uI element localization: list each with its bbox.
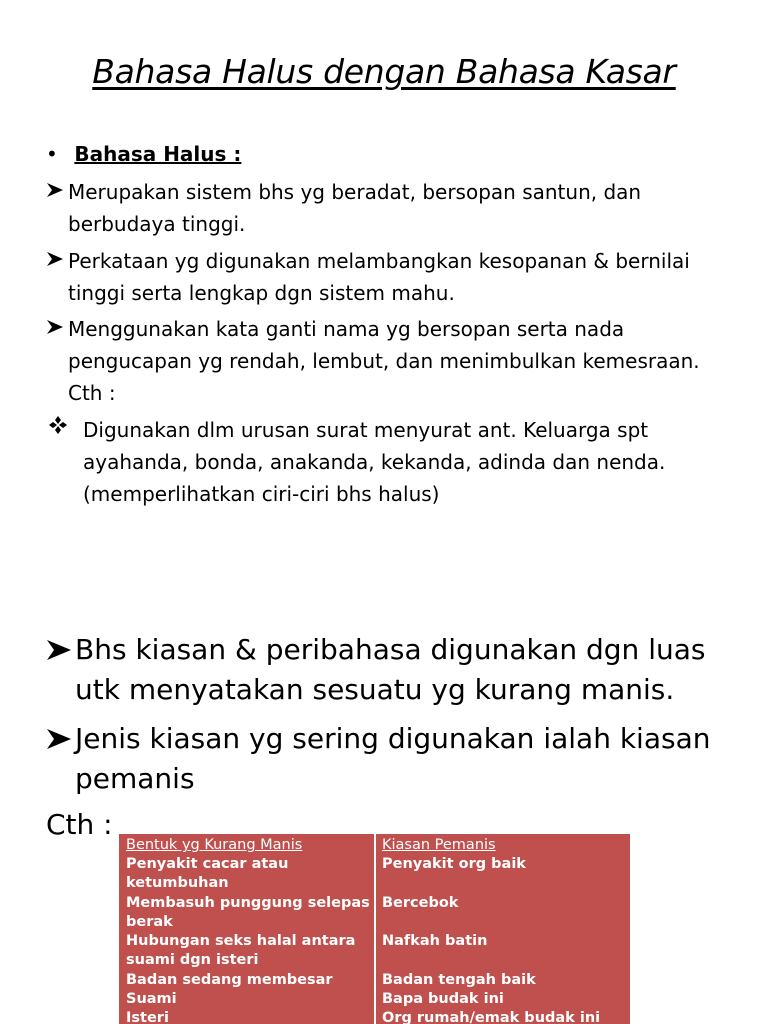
- table-header: Kiasan Pemanis: [382, 837, 496, 853]
- table-cell: Bercebok: [382, 895, 459, 911]
- table-cell: Penyakit org baik: [382, 856, 526, 872]
- page-title: Bahasa Halus dengan Bahasa Kasar: [92, 52, 676, 91]
- table-cell: Isteri: [126, 1010, 169, 1024]
- table-cell: Badan sedang membesar: [126, 972, 333, 988]
- table-cell: Hubungan seks halal antara suami dgn isteri: [126, 933, 356, 969]
- table-cell: Suami: [126, 991, 177, 1007]
- four-diamond-bullet-icon: [48, 414, 70, 446]
- table-cell: Bapa budak ini: [382, 991, 504, 1007]
- large-list-item-text: Jenis kiasan yg sering digunakan ialah kiasan pemanis: [75, 722, 711, 795]
- comparison-table: [119, 834, 630, 1024]
- list-item-text: Merupakan sistem bhs yg beradat, bersopan santun, dan berbudaya tinggi.: [68, 180, 642, 236]
- table-cell: Penyakit cacar atau ketumbuhan: [126, 856, 289, 892]
- section-heading: [46, 142, 241, 166]
- table-cell: Org rumah/emak budak ini: [382, 1010, 601, 1024]
- list-item: [46, 313, 726, 409]
- table-cell: Nafkah batin: [382, 933, 488, 949]
- large-list-item: [46, 719, 726, 799]
- table-cell: Badan tengah baik: [382, 972, 536, 988]
- list-item-text: Menggunakan kata ganti nama yg bersopan serta nada pengucapan yg rendah, lembut, dan menimbulkan kemesraan. Cth :: [68, 317, 700, 405]
- large-list-item: [46, 630, 726, 710]
- list-item: [46, 245, 726, 309]
- arrow-bullet-icon: [46, 245, 68, 277]
- large-list-item-text: Bhs kiasan & peribahasa digunakan dgn luas utk menyatakan sesuatu yg kurang manis.: [75, 633, 706, 706]
- arrow-bullet-icon: [46, 313, 68, 345]
- table-cell: Membasuh punggung selepas berak: [126, 895, 370, 931]
- sub-list-item-text: Digunakan dlm urusan surat menyurat ant. Keluarga spt ayahanda, bonda, anakanda, kekanda, adinda dan nenda. (memperlihatkan ciri-ciri bhs halus): [83, 418, 666, 506]
- table-divider: [374, 834, 376, 1024]
- arrow-bullet-icon: [46, 176, 68, 208]
- table-header: Bentuk yg Kurang Manis: [126, 837, 303, 853]
- sub-list-item: [46, 414, 726, 510]
- section-heading-label: Bahasa Halus :: [74, 142, 242, 166]
- example-label: Cth :: [46, 808, 113, 841]
- list-item: [46, 176, 726, 240]
- list-item-text: Perkataan yg digunakan melambangkan kesopanan & bernilai tinggi serta lengkap dgn sistem mahu.: [68, 249, 690, 305]
- arrow-bullet-icon: [46, 719, 72, 770]
- dot-bullet-icon: •: [46, 142, 58, 166]
- arrow-bullet-icon: [46, 630, 72, 681]
